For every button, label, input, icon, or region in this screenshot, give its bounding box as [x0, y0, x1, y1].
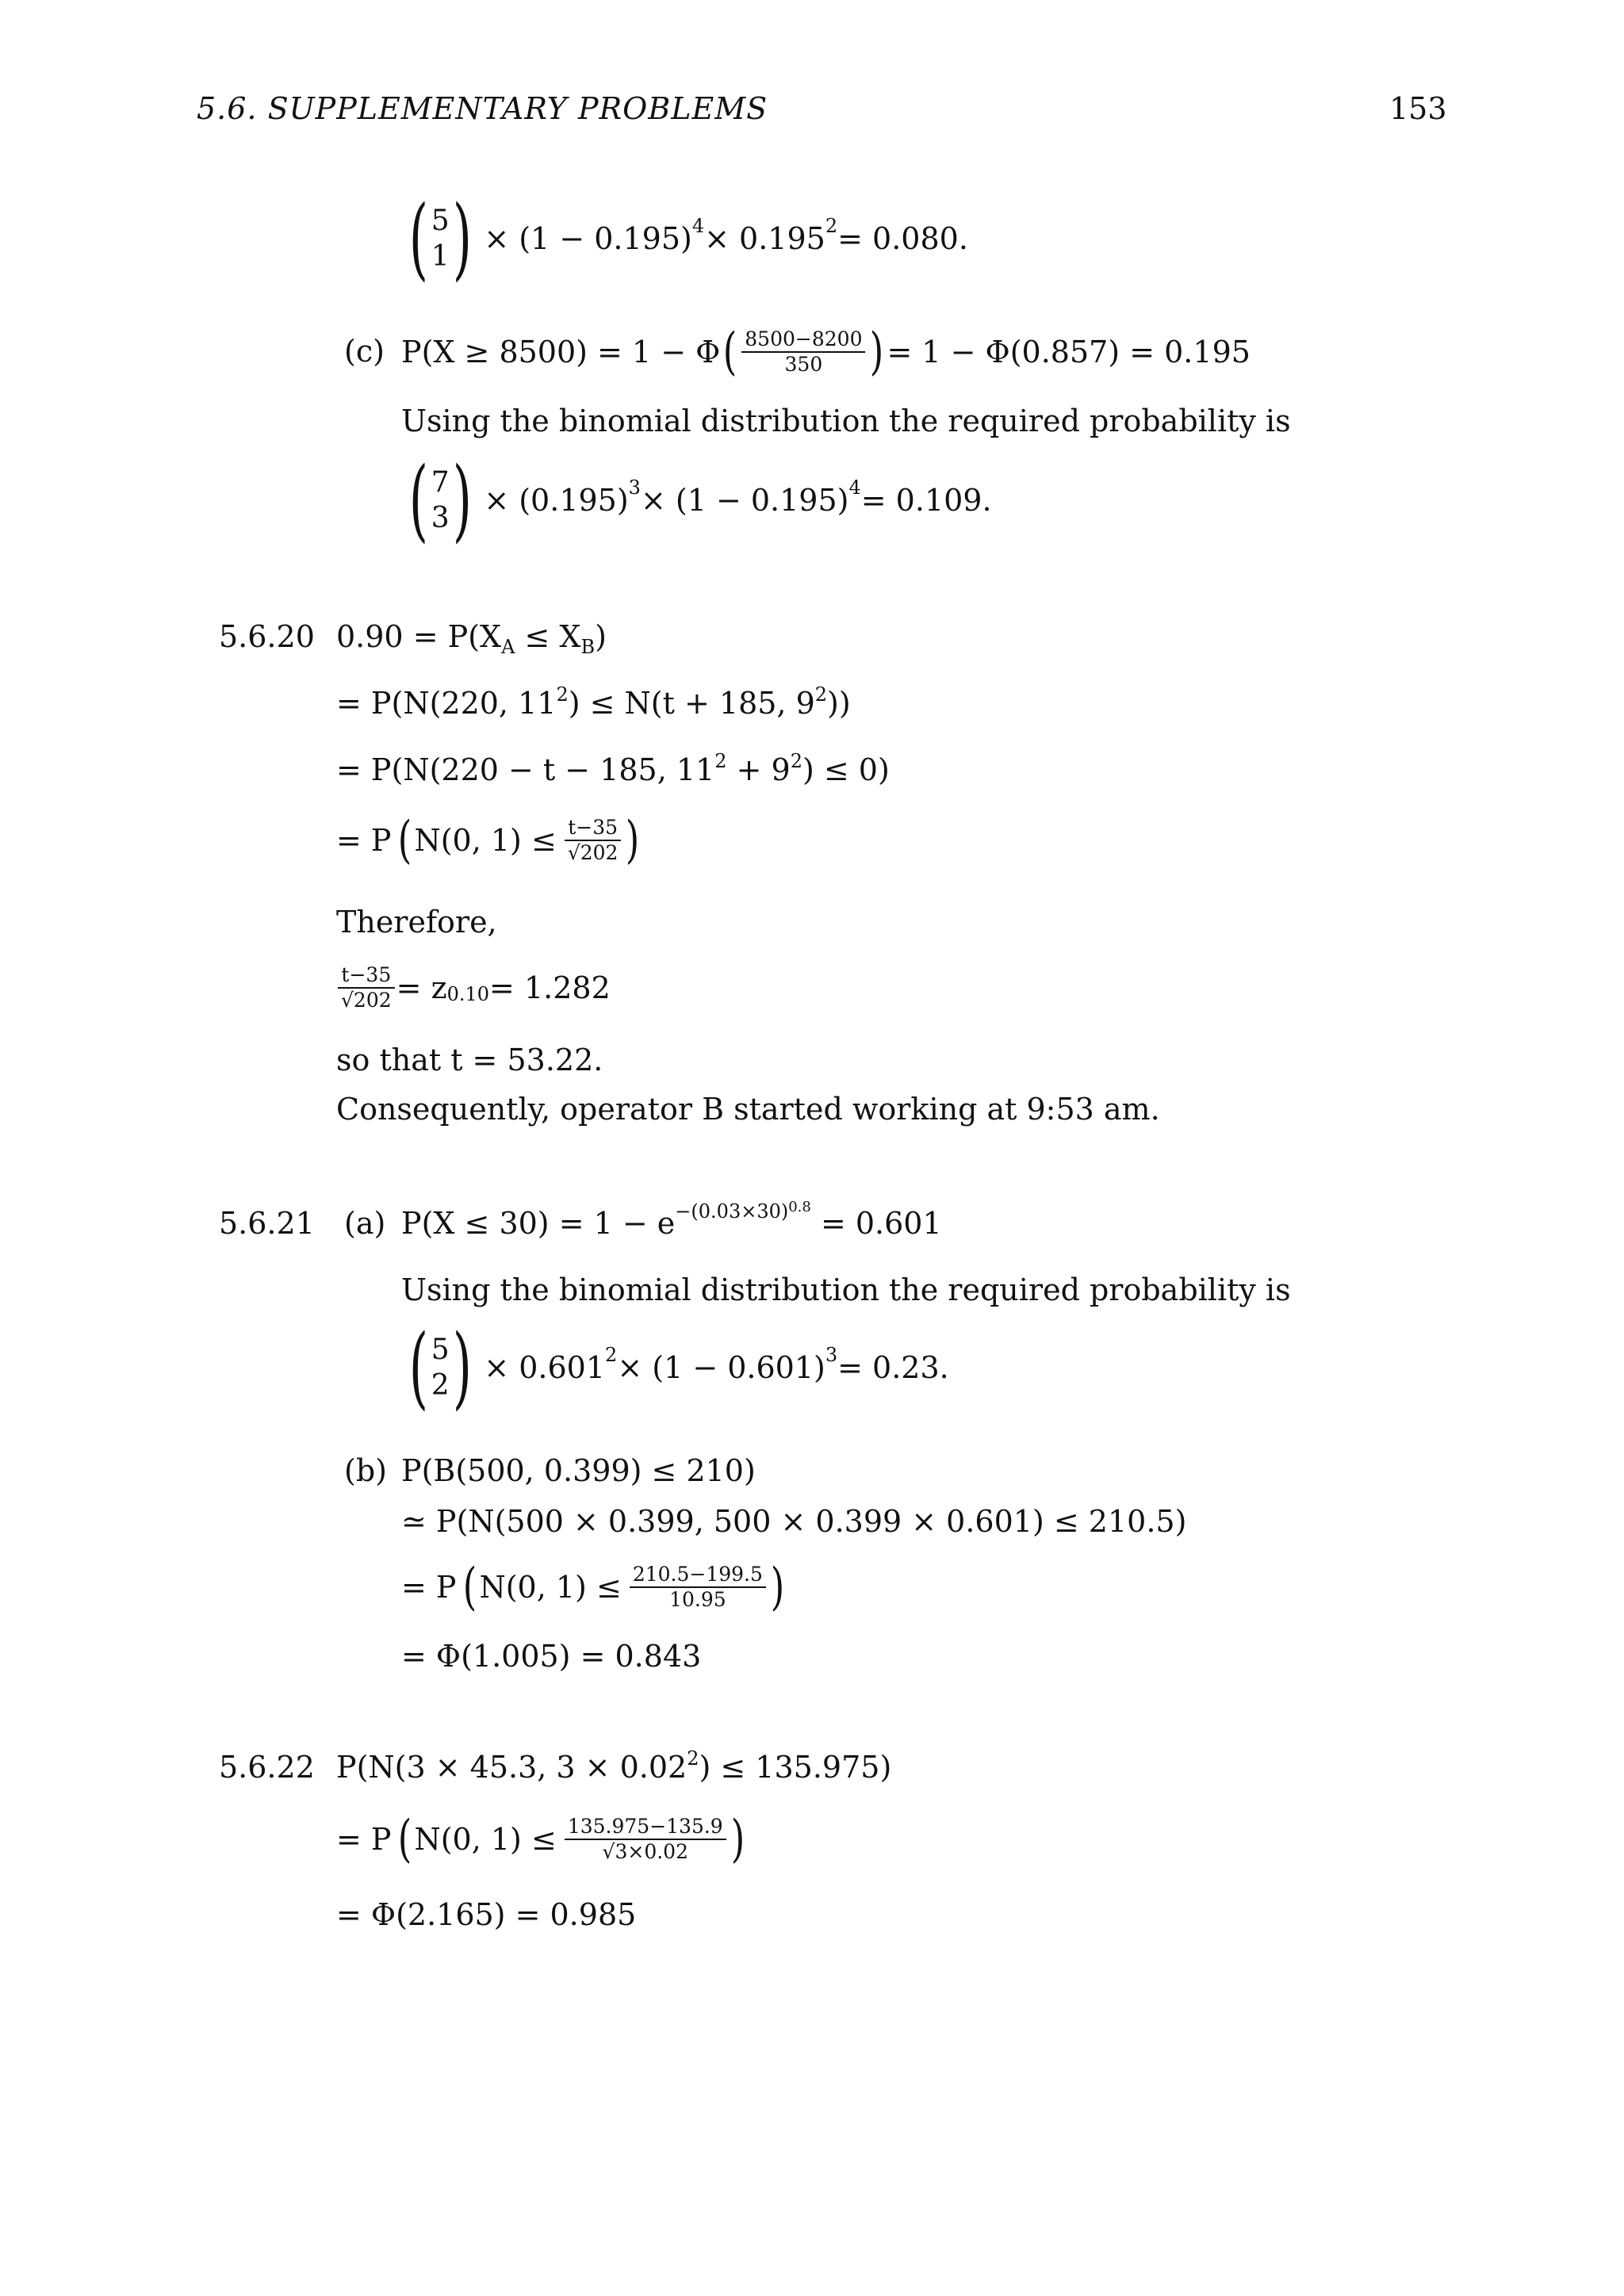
p5621-a-equation: $P(X \le 30) = 1 - e^{-(0.03\times 30)^{0.8}} = 0.601$ [401, 1199, 942, 1241]
part-a-label: (a) [344, 1206, 386, 1241]
part-b-label: (b) [344, 1453, 387, 1488]
problem-number-5-6-21: 5.6.21 [219, 1206, 315, 1241]
p5620-line-2: = P(N(220, $11^2) \le N(t + 185$, $9^2$)) [336, 683, 851, 721]
problem-number-5-6-20: 5.6.20 [219, 619, 315, 654]
p5620-therefore: Therefore, [336, 905, 497, 939]
p5621-b-line-2: ≃ P(N(500 × 0.399, 500 × 0.399 × 0.601) ≤ 210.5) [401, 1504, 1187, 1539]
part-c-text: Using the binomial distribution the required probability is [401, 404, 1291, 438]
binomial-coefficient: ( 7 3 ) [408, 449, 472, 552]
part-c-label: (c) [344, 334, 385, 369]
p5621-a-binomial-expression: ( 5 2 ) × 0.601 $^2$ × (1 − 0.601) $^3$ = 0.23. [401, 1324, 949, 1411]
p5621-b-line-1: P(B(500, 0.399) ≤ 210) [401, 1453, 756, 1488]
binomial-coefficient: ( 5 1 ) [408, 187, 472, 290]
p5620-line-4: = P ( N(0, 1) ≤ $\frac{t-35}{√202}$ ) [336, 811, 640, 870]
p5622-line-2: = P ( N(0, 1) ≤ $\frac{135.975-135.9}{√3\times 0.02}$ ) [336, 1810, 745, 1869]
p5620-line-1: $0.90 = P(X_A \le X_B)$ [336, 619, 607, 658]
p5622-line-3: = Φ(2.165) = 0.985 [336, 1897, 637, 1932]
page-number: 153 [1389, 91, 1447, 126]
p5620-line-5: $\frac{t-35}{√202}$ = z $_{0.10}$ = 1.282 [336, 956, 611, 1020]
continued-binomial-expression: ( 5 1 ) × (1 − 0.195) $^4$ × 0.195 $^2$ = 0.080. [401, 195, 968, 282]
fraction: $\frac{t-35}{√202}$ [338, 965, 395, 1012]
p5620-line-3: = P(N(220 − t − 185, $11^2 + 9^2) \le 0$) [336, 750, 890, 787]
fraction: $\frac{t-35}{√202}$ [565, 817, 622, 864]
problem-number-5-6-22: 5.6.22 [219, 1750, 315, 1785]
fraction: $\frac{135.975-135.9}{√3\times 0.02}$ [565, 1816, 726, 1863]
part-c-binomial-expression: ( 7 3 ) × (0.195) $^3$ × (1 − 0.195) $^4$ = 0.109. [401, 457, 992, 544]
fraction: $\frac{8500-8200}{350}$ [741, 329, 865, 376]
p5621-a-text: Using the binomial distribution the required probability is [401, 1272, 1291, 1307]
p5621-b-line-3: = P ( N(0, 1) ≤ $\frac{210.5-199.5}{10.95}$ ) [401, 1558, 785, 1617]
fraction: $\frac{210.5-199.5}{10.95}$ [630, 1564, 766, 1611]
binomial-coefficient: ( 5 2 ) [408, 1316, 472, 1419]
p5622-line-1: P(N(3 × 45.3, $3 \times 0.02^2) \le 135.975$) [336, 1747, 892, 1785]
p5621-b-line-4: = Φ(1.005) = 0.843 [401, 1639, 702, 1674]
p5620-so-that: so that t = 53.22. [336, 1043, 603, 1077]
running-header-title: 5.6. SUPPLEMENTARY PROBLEMS [197, 91, 768, 126]
part-c-equation: P(X ≥ 8500) = 1 − Φ ( $\frac{8500-8200}{350}$ ) = 1 − Φ(0.857) = 0.195 [401, 323, 1251, 381]
p5620-conclusion: Consequently, operator B started working at 9:53 am. [336, 1092, 1160, 1127]
